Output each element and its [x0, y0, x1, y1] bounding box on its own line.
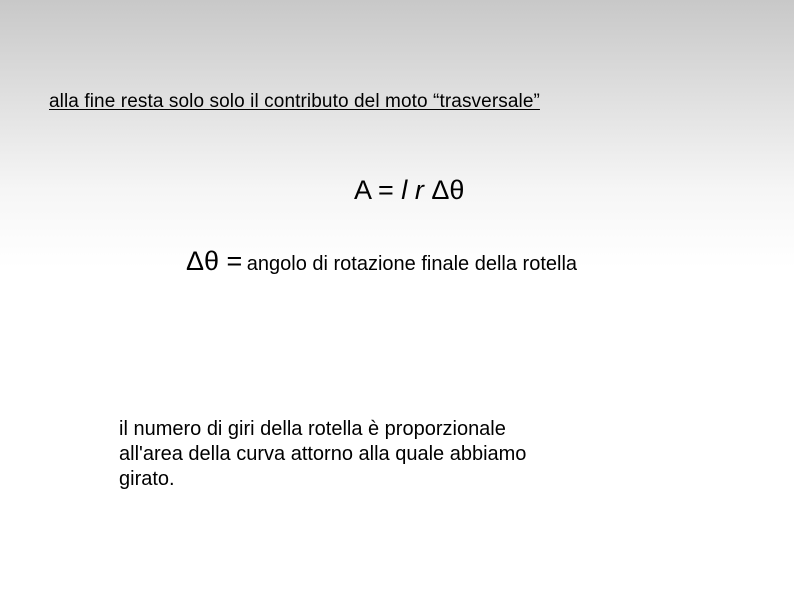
conclusion-note — [119, 417, 639, 492]
intro-text: alla fine resta solo solo il contributo del moto “trasversale” — [49, 91, 540, 112]
formula-var-l: l — [401, 175, 408, 205]
formula-var-r: r — [414, 175, 424, 205]
formula-delta-theta: Δθ — [431, 175, 465, 205]
definition-description: angolo di rotazione finale della rotella — [246, 253, 578, 275]
definition-symbol: Δθ = — [186, 246, 243, 276]
note-line: il numero di giri della rotella è proporzionale — [119, 418, 506, 440]
note-line: all'area della curva attorno alla quale abbiamo — [119, 443, 527, 465]
formula-lhs: A = — [354, 175, 402, 205]
note-line: girato. — [119, 468, 175, 490]
delta-theta-definition — [186, 248, 577, 275]
formula — [354, 175, 464, 206]
